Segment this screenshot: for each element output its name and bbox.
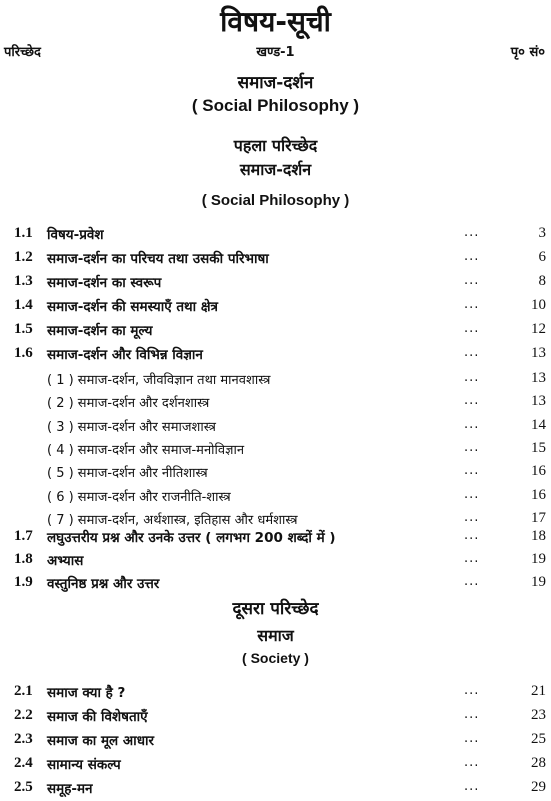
entry-number: 2.1 xyxy=(14,683,33,699)
entry-title: समाज-दर्शन की समस्याएँ तथा क्षेत्र xyxy=(47,299,219,315)
entry-number: 1.9 xyxy=(14,574,33,590)
toc-entry xyxy=(0,321,551,343)
entry-title: विषय-प्रवेश xyxy=(47,227,104,243)
toc-entry xyxy=(0,683,551,705)
toc-sub-entry xyxy=(0,440,551,462)
toc-entry xyxy=(0,707,551,729)
entry-number: 2.3 xyxy=(14,731,33,747)
entry-page-number: 14 xyxy=(531,416,546,433)
entry-page-number: 21 xyxy=(531,683,546,699)
toc-sub-entry xyxy=(0,370,551,392)
entry-page-number: 10 xyxy=(531,297,546,313)
header-chapter-label: परिच्छेद xyxy=(4,45,41,60)
entry-title: समाज-दर्शन का स्वरूप xyxy=(47,275,162,291)
toc-entry xyxy=(0,249,551,271)
entry-leader: ... xyxy=(464,509,480,525)
entry-leader: ... xyxy=(464,321,480,336)
entry-number: 1.7 xyxy=(14,528,33,544)
entry-title: लघुउत्तरीय प्रश्न और उनके उत्तर ( लगभग 200 शब्दों में ) xyxy=(47,530,336,546)
entry-number: 1.6 xyxy=(14,345,33,361)
entry-page-number: 13 xyxy=(531,345,546,361)
toc-entry xyxy=(0,225,551,247)
part-heading-english: ( Social Philosophy ) xyxy=(191,96,360,115)
entry-page-number: 25 xyxy=(531,731,546,747)
entry-leader: ... xyxy=(464,528,480,543)
chapter-2-title-english: ( Society ) xyxy=(242,650,309,666)
entry-title: समाज-दर्शन का परिचय तथा उसकी परिभाषा xyxy=(47,251,269,267)
entry-title: ( 1 ) समाज-दर्शन, जीवविज्ञान तथा मानवशास्त्र xyxy=(47,373,271,388)
entry-leader: ... xyxy=(464,683,480,698)
entry-page-number: 3 xyxy=(538,225,546,241)
toc-entry xyxy=(0,297,551,319)
entry-title: समाज की विशेषताएँ xyxy=(47,709,148,725)
chapter-2-title-hindi: समाज xyxy=(257,626,294,645)
entry-title: ( 4 ) समाज-दर्शन और समाज-मनोविज्ञान xyxy=(47,442,245,458)
entry-leader: ... xyxy=(464,416,480,432)
part-heading-hindi: समाज-दर्शन xyxy=(237,73,314,93)
toc-sub-entry xyxy=(0,417,551,439)
entry-title: वस्तुनिष्ठ प्रश्न और उत्तर xyxy=(47,576,160,592)
chapter-1-label: पहला परिच्छेद xyxy=(233,136,318,155)
entry-leader: ... xyxy=(464,273,480,288)
entry-number: 1.1 xyxy=(14,225,33,241)
header-page-label: पृ० सं० xyxy=(510,45,545,60)
entry-page-number: 23 xyxy=(531,707,546,723)
toc-entry xyxy=(0,551,551,573)
page-title: विषय-सूची xyxy=(220,5,331,38)
entry-number: 2.4 xyxy=(14,755,33,771)
chapter-1-title-english: ( Social Philosophy ) xyxy=(201,192,350,209)
entry-page-number: 29 xyxy=(531,779,546,795)
entry-title: ( 2 ) समाज-दर्शन और दर्शनशास्त्र xyxy=(47,396,210,412)
entry-title: समाज-दर्शन का मूल्य xyxy=(47,323,153,339)
entry-page-number: 15 xyxy=(531,439,546,456)
entry-title: ( 6 ) समाज-दर्शन और राजनीति-शास्त्र xyxy=(47,489,231,505)
toc-entry xyxy=(0,273,551,295)
entry-title: ( 5 ) समाज-दर्शन और नीतिशास्त्र xyxy=(47,466,208,482)
entry-title: समूह-मन xyxy=(47,781,93,797)
entry-leader: ... xyxy=(464,439,480,455)
entry-leader: ... xyxy=(464,574,480,589)
toc-entry xyxy=(0,755,551,777)
entry-title: समाज क्या है ? xyxy=(47,685,126,701)
entry-leader: ... xyxy=(464,249,480,264)
entry-page-number: 28 xyxy=(531,755,546,771)
entry-leader: ... xyxy=(464,731,480,746)
entry-page-number: 18 xyxy=(531,528,546,544)
toc-sub-entry xyxy=(0,463,551,485)
chapter-2-label: दूसरा परिच्छेद xyxy=(232,599,319,619)
entry-page-number: 17 xyxy=(531,509,546,526)
entry-leader: ... xyxy=(464,370,480,385)
entry-leader: ... xyxy=(464,486,480,502)
entry-page-number: 13 xyxy=(531,393,546,410)
toc-entry xyxy=(0,345,551,367)
toc-entry xyxy=(0,574,551,596)
entry-number: 2.5 xyxy=(14,779,33,795)
entry-leader: ... xyxy=(464,393,480,409)
toc-entry xyxy=(0,528,551,550)
toc-sub-entry xyxy=(0,393,551,415)
entry-page-number: 19 xyxy=(531,551,546,567)
entry-number: 1.3 xyxy=(14,273,33,289)
entry-title: ( 7 ) समाज-दर्शन, अर्थशास्त्र, इतिहास और धर्मशास्त्र xyxy=(47,512,298,528)
toc-sub-entry xyxy=(0,487,551,509)
entry-page-number: 16 xyxy=(531,486,546,503)
entry-leader: ... xyxy=(464,297,480,312)
entry-number: 2.2 xyxy=(14,707,33,723)
entry-number: 1.5 xyxy=(14,321,33,337)
entry-leader: ... xyxy=(464,225,480,240)
toc-entry xyxy=(0,731,551,753)
entry-page-number: 16 xyxy=(531,463,546,480)
header-part-label: खण्ड-1 xyxy=(256,45,295,60)
entry-title: समाज-दर्शन और विभिन्न विज्ञान xyxy=(47,347,203,363)
entry-leader: ... xyxy=(464,463,480,479)
entry-page-number: 8 xyxy=(538,273,546,289)
entry-page-number: 6 xyxy=(538,249,546,265)
entry-number: 1.2 xyxy=(14,249,33,265)
chapter-1-title-hindi: समाज-दर्शन xyxy=(239,160,312,179)
entry-title: अभ्यास xyxy=(47,553,84,569)
entry-title: सामान्य संकल्प xyxy=(47,757,121,773)
entry-leader: ... xyxy=(464,345,480,360)
toc-entry xyxy=(0,779,551,801)
entry-leader: ... xyxy=(464,755,480,770)
entry-page-number: 13 xyxy=(531,370,546,386)
entry-title: समाज का मूल आधार xyxy=(47,733,155,749)
entry-page-number: 19 xyxy=(531,574,546,590)
entry-leader: ... xyxy=(464,779,480,794)
entry-leader: ... xyxy=(464,551,480,566)
entry-title: ( 3 ) समाज-दर्शन और समाजशास्त्र xyxy=(47,419,216,435)
entry-leader: ... xyxy=(464,707,480,722)
entry-number: 1.8 xyxy=(14,551,33,567)
entry-number: 1.4 xyxy=(14,297,33,313)
entry-page-number: 12 xyxy=(531,321,546,337)
